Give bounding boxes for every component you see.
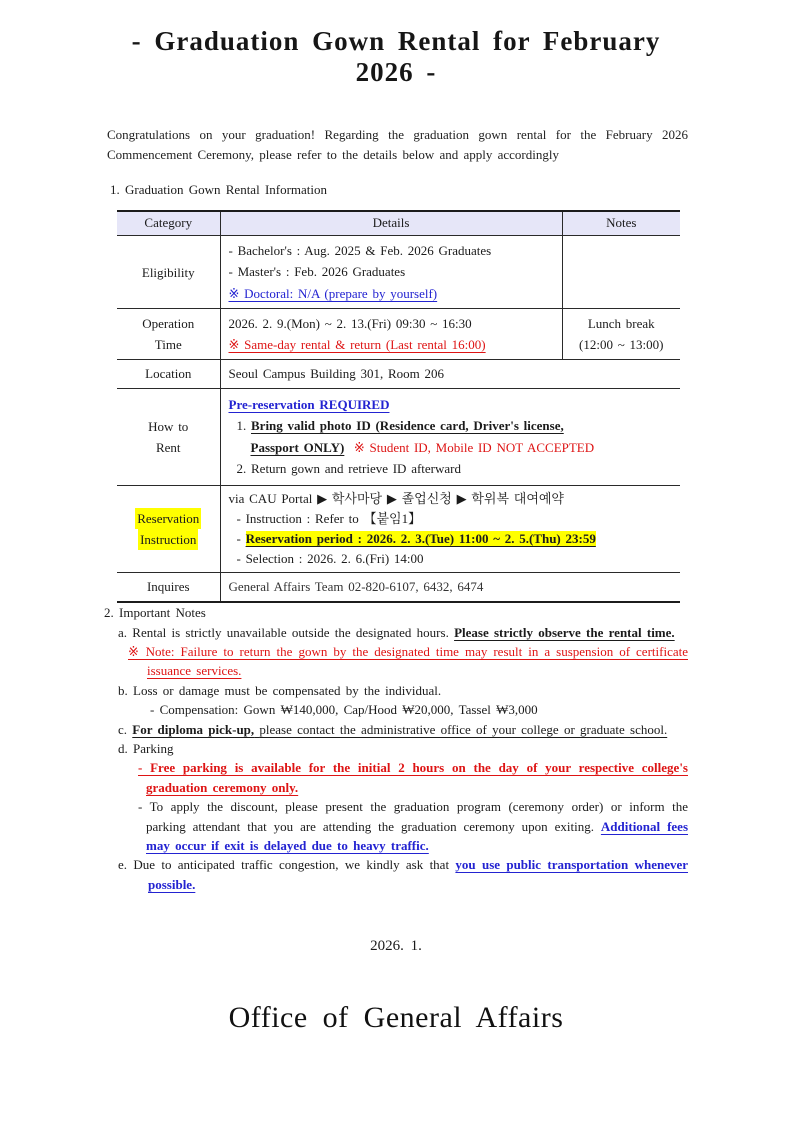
eligibility-line-doctoral: ※ Doctoral: N/A (prepare by yourself) [228, 285, 438, 301]
section1-heading: 1. Graduation Gown Rental Information [110, 181, 328, 197]
eligibility-category-cell: Eligibility [117, 236, 220, 309]
operation-time-category-cell: Operation Time [117, 309, 220, 360]
section2-heading: 2. Important Notes [104, 605, 206, 621]
note-item-d: d. Parking [118, 740, 174, 756]
additional-fees-emphasis: Additional fees may occur if exit is delayed due to heavy traffic. [146, 818, 689, 853]
diploma-pickup-emphasis: For diploma pick-up, [132, 721, 255, 737]
id-not-accepted-note: ※ Student ID, Mobile ID NOT ACCEPTED [353, 439, 595, 455]
operation-time-details-cell [220, 309, 562, 360]
reservation-category-cell: Reservation Instruction [117, 485, 220, 572]
note-item-e: e. Due to anticipated traffic congestion, we kindly ask that you use public transportation whenever possible. [118, 857, 689, 892]
operation-time-hours: 2026. 2. 9.(Mon) ~ 2. 13.(Fri) 09:30 ~ 16:30 [228, 315, 472, 331]
eligibility-line-bachelor: - Bachelor's : Aug. 2025 & Feb. 2026 Graduates [228, 242, 492, 258]
passport-only-line: Passport ONLY) ※ Student ID, Mobile ID NOT ACCEPTED [250, 439, 595, 455]
note-a-warning: ※ Note: Failure to return the gown by the designated time may result in a suspension of certificate issuance services. [128, 643, 688, 679]
column-header-details: Details [220, 211, 562, 236]
intro-paragraph: Congratulations on your graduation! Regarding the graduation gown rental for the February 2026 Commencement Ceremony, please refer to the details below and apply accordingly [107, 127, 688, 162]
table-row-operation-time [117, 309, 680, 360]
table-row-location [117, 360, 680, 389]
reservation-period-highlight: Reservation period : 2026. 2. 3.(Tue) 11:00 ~ 2. 5.(Thu) 23:59 [245, 530, 596, 546]
eligibility-line-master: - Master's : Feb. 2026 Graduates [228, 264, 406, 280]
inquires-details-cell: General Affairs Team 02-820-6107, 6432, 6474 [220, 572, 680, 602]
note-d-discount: - To apply the discount, please present the graduation program (ceremony order) or inform the parking attendant that you are attending the graduation ceremony upon exiting. Additional fees may occur if exit is delayed due to heavy traffic. [138, 799, 689, 853]
note-item-c: c. For diploma pick-up, please contact the administrative office of your college or graduate school. [118, 721, 668, 737]
table-header-row [117, 211, 680, 236]
document-date: 2026. 1. [370, 938, 422, 955]
inquires-category-cell: Inquires [117, 572, 220, 602]
column-header-category: Category [117, 211, 220, 236]
cau-portal-path-line: via CAU Portal ▶ 학사마당 ▶ 졸업신청 ▶ 학위복 대여예약 [228, 490, 564, 506]
note-item-a: a. Rental is strictly unavailable outside the designated hours. Please strictly observe the rental time. [118, 624, 675, 640]
column-header-notes: Notes [562, 211, 680, 236]
table-row-inquires [117, 572, 680, 602]
public-transportation-emphasis: you use public transportation whenever possible. [148, 857, 689, 892]
important-notes-section [104, 603, 688, 894]
operation-time-notes-cell [562, 309, 680, 360]
pre-reservation-required-line: Pre-reservation REQUIRED [228, 396, 390, 412]
location-category-cell: Location [117, 360, 220, 389]
eligibility-notes-cell [562, 236, 680, 309]
rental-info-table [117, 210, 680, 604]
location-details-cell: Seoul Campus Building 301, Room 206 [220, 360, 680, 389]
lunch-break-hours: (12:00 ~ 13:00) [579, 337, 664, 353]
reservation-details-cell [220, 485, 680, 572]
note-item-b: b. Loss or damage must be compensated by the individual. [118, 682, 442, 698]
reservation-period-line: - Reservation period : 2026. 2. 3.(Tue) 11:00 ~ 2. 5.(Thu) 23:59 [236, 530, 596, 546]
document-title: - Graduation Gown Rental for February 2026 - [131, 26, 661, 87]
table-row-how-to-rent [117, 388, 680, 485]
return-gown-line: 2. Return gown and retrieve ID afterward [236, 461, 461, 477]
operation-time-sameday-note: ※ Same-day rental & return (Last rental 16:00) [228, 337, 486, 353]
table-row-eligibility [117, 236, 680, 309]
observe-rental-time-emphasis: Please strictly observe the rental time. [454, 624, 675, 640]
eligibility-details-cell [220, 236, 562, 309]
selection-line: - Selection : 2026. 2. 6.(Fri) 14:00 [236, 550, 424, 566]
table-row-reservation-instruction [117, 485, 680, 572]
issuing-office: Office of General Affairs [228, 1001, 564, 1035]
instruction-refer-line: - Instruction : Refer to 【붙임1】 [236, 510, 422, 526]
bring-id-line: 1. Bring valid photo ID (Residence card, Driver's license, [236, 418, 564, 434]
note-b-compensation: - Compensation: Gown ₩140,000, Cap/Hood ₩20,000, Tassel ₩3,000 [150, 702, 538, 718]
note-d-free-parking: - Free parking is available for the initial 2 hours on the day of your respective college's graduation ceremony only. [138, 760, 688, 795]
lunch-break-label: Lunch break [587, 316, 655, 332]
how-to-rent-details-cell [220, 388, 680, 485]
how-to-rent-category-cell: How to Rent [117, 388, 220, 485]
